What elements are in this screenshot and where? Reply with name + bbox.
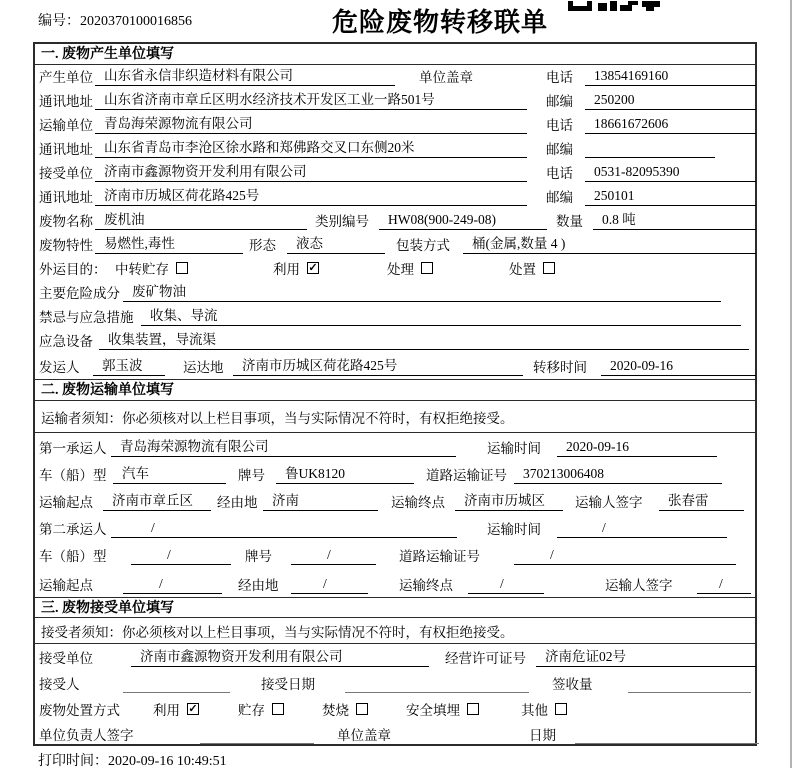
- equipment-value: 收集装置，导流渠: [99, 328, 749, 350]
- phone-label: 电话: [546, 166, 573, 181]
- row-carrier2-route: [35, 568, 755, 597]
- road-permit-label: 道路运输证号: [426, 468, 507, 483]
- postcode-label: 邮编: [546, 94, 573, 109]
- producer-unit-value: 山东省永信非织造材料有限公司: [95, 64, 395, 86]
- disposal-option-incinerate: [322, 699, 368, 719]
- via-label: 经由地: [217, 495, 258, 510]
- carrier1-sign-value: 张春雷: [659, 489, 744, 511]
- page-title: 危险废物转移联单: [331, 8, 548, 37]
- serial-label: 编号：: [38, 14, 80, 29]
- address-label: 通讯地址: [39, 142, 93, 157]
- end-label: 运输终点: [399, 578, 453, 593]
- checkbox-dispose: [543, 262, 555, 274]
- row-equipment: [35, 329, 755, 353]
- option-label: 处置: [509, 262, 536, 277]
- checkbox-disposal-reuse: ✓: [188, 703, 198, 715]
- destination-label: 运达地: [183, 360, 224, 375]
- row-transport-address: [35, 137, 755, 161]
- end-label: 运输终点: [391, 495, 445, 510]
- transport-postcode-value: [585, 141, 715, 158]
- checkbox-reuse: ✓: [308, 262, 318, 274]
- date-label: 日期: [529, 728, 556, 743]
- section2-notice: 运输者须知：你必须核对以上栏目事项，当与实际情况不符时，有权拒绝接受。: [35, 401, 755, 433]
- row-transport-unit: [35, 113, 755, 137]
- disposal-option-storage: [238, 699, 284, 719]
- sign-label: 运输人签字: [605, 578, 673, 593]
- responsible-sign-label: 单位负责人签字: [39, 728, 134, 743]
- shipper-label: 发运人: [39, 360, 80, 375]
- print-time-value: 2020-09-16 10:49:51: [108, 754, 227, 769]
- section3-notice: 接受者须知：你必须核对以上栏目事项，当与实际情况不符时，有权拒绝接受。: [35, 618, 755, 644]
- carrier2-label: 第二承运人: [39, 522, 107, 537]
- option-label: 利用: [273, 262, 300, 277]
- receiver-unit-value: 济南市鑫源物资开发利用有限公司: [131, 645, 429, 667]
- carrier1-plate-value: 鲁UK8120: [276, 462, 414, 484]
- row-receiver-person: [35, 670, 755, 696]
- destination-value: 济南市历城区荷花路425号: [233, 354, 523, 376]
- option-label: 焚烧: [322, 703, 349, 718]
- form-value: 液态: [287, 232, 385, 254]
- receiver-unit-label: 接受单位: [39, 166, 93, 181]
- checkbox-disposal-storage: [272, 703, 284, 715]
- hazard-value: 废矿物油: [123, 280, 721, 302]
- origin-label: 运输起点: [39, 578, 93, 593]
- producer-phone-value: 13854169160: [585, 68, 756, 86]
- carrier2-sign-value: /: [697, 576, 751, 594]
- row-receiver-address: [35, 185, 755, 209]
- option-label: 中转贮存: [115, 262, 169, 277]
- carrier1-permit-value: 370213006408: [514, 466, 722, 484]
- row-carrier1-route: [35, 487, 755, 514]
- postcode-label: 邮编: [546, 142, 573, 157]
- row-carrier1: [35, 433, 755, 460]
- row-receiver-unit: [35, 161, 755, 185]
- receiver-address-value: 济南市历城区荷花路425号: [95, 184, 527, 206]
- transport-unit-label: 运输单位: [39, 118, 93, 133]
- carrier1-origin-value: 济南市章丘区: [103, 489, 211, 511]
- checkbox-transfer-storage: [176, 262, 188, 274]
- plate-label: 牌号: [245, 549, 272, 564]
- taboo-label: 禁忌与应急措施: [39, 310, 134, 325]
- packaging-label: 包装方式: [396, 238, 450, 253]
- carrier2-permit-value: /: [514, 547, 736, 565]
- carrier2-origin-value: /: [123, 576, 222, 594]
- option-label: 利用: [153, 703, 180, 718]
- receipt-qty-value: [628, 676, 751, 693]
- carrier2-end-value: /: [468, 576, 544, 594]
- checkbox-treat: [421, 262, 433, 274]
- section3-heading: 三. 废物接受单位填写: [35, 597, 755, 618]
- row-taboo: [35, 305, 755, 329]
- row-hazard: [35, 281, 755, 305]
- manifest-form: [33, 42, 757, 746]
- disposal-option-reuse: [153, 699, 199, 719]
- checkbox-disposal-incinerate: [356, 703, 368, 715]
- row-receiver-unit-s3: [35, 644, 755, 670]
- waste-name-value: 废机油: [95, 208, 307, 230]
- quantity-label: 数量: [556, 214, 583, 229]
- purpose-option-reuse: [273, 258, 319, 278]
- producer-unit-label: 产生单位: [39, 70, 93, 85]
- hazard-label: 主要危险成分: [39, 286, 120, 301]
- row-shipper: [35, 353, 755, 379]
- sign-label: 运输人签字: [575, 495, 643, 510]
- road-permit-label: 道路运输证号: [399, 549, 480, 564]
- carrier1-vehicle-value: 汽车: [113, 462, 226, 484]
- shipper-value: 郭玉波: [93, 354, 165, 376]
- row-waste-property: [35, 233, 755, 257]
- carrier1-end-value: 济南市历城区: [455, 489, 563, 511]
- checkbox-disposal-landfill: [467, 703, 479, 715]
- transport-time-label: 运输时间: [487, 522, 541, 537]
- license-label: 经营许可证号: [445, 651, 526, 666]
- property-value: 易燃性,毒性: [95, 232, 243, 254]
- carrier1-value: 青岛海荣源物流有限公司: [111, 435, 456, 457]
- row-responsible-sign: [35, 722, 755, 747]
- unit-seal-label: 单位盖章: [419, 70, 473, 85]
- option-label: 其他: [521, 703, 548, 718]
- receive-date-value: [345, 676, 529, 693]
- transport-phone-value: 18661672606: [585, 116, 756, 134]
- print-time-label: 打印时间：: [38, 754, 108, 769]
- category-code-value: HW08(900-249-08): [379, 212, 547, 230]
- via-label: 经由地: [238, 578, 279, 593]
- row-carrier2-vehicle: [35, 541, 755, 568]
- date-value: [575, 727, 759, 744]
- print-time: [38, 750, 227, 770]
- receiver-person-value: [123, 676, 230, 693]
- category-code-label: 类别编号: [315, 214, 369, 229]
- carrier2-plate-value: /: [291, 547, 376, 565]
- row-carrier1-vehicle: [35, 460, 755, 487]
- quantity-value: 0.8 吨: [593, 208, 756, 230]
- transport-unit-value: 青岛海荣源物流有限公司: [95, 112, 527, 134]
- carrier2-time-value: /: [557, 520, 727, 538]
- unit-seal-label: 单位盖章: [337, 728, 391, 743]
- equipment-label: 应急设备: [39, 334, 93, 349]
- receiver-unit-label: 接受单位: [39, 651, 93, 666]
- vehicle-type-label: 车（船）型: [39, 468, 107, 483]
- carrier1-via-value: 济南: [263, 489, 378, 511]
- option-label: 处理: [387, 262, 414, 277]
- address-label: 通讯地址: [39, 190, 93, 205]
- disposal-label: 废物处置方式: [39, 703, 120, 718]
- receiver-person-label: 接受人: [39, 677, 80, 692]
- carrier1-label: 第一承运人: [39, 441, 107, 456]
- purpose-label: 外运目的：: [39, 262, 107, 277]
- row-purpose: [35, 257, 755, 281]
- transfer-time-label: 转移时间: [533, 360, 587, 375]
- vehicle-type-label: 车（船）型: [39, 549, 107, 564]
- producer-postcode-value: 250200: [585, 92, 756, 110]
- producer-address-value: 山东省济南市章丘区明水经济技术开发区工业一路501号: [95, 88, 527, 110]
- row-producer-unit: [35, 65, 755, 89]
- carrier1-time-value: 2020-09-16: [557, 439, 717, 457]
- purpose-option-dispose: [509, 258, 555, 278]
- row-carrier2: [35, 514, 755, 541]
- postcode-label: 邮编: [546, 190, 573, 205]
- property-label: 废物特性: [39, 238, 93, 253]
- serial-value: 2020370100016856: [80, 14, 192, 29]
- receiver-phone-value: 0531-82095390: [585, 164, 756, 182]
- receive-date-label: 接受日期: [261, 677, 315, 692]
- receipt-qty-label: 签收量: [552, 677, 593, 692]
- receiver-postcode-value: 250101: [585, 188, 756, 206]
- section1-heading: 一. 废物产生单位填写: [35, 44, 755, 65]
- receiver-unit-value: 济南市鑫源物资开发利用有限公司: [95, 160, 527, 182]
- row-waste-name: [35, 209, 755, 233]
- option-label: 贮存: [238, 703, 265, 718]
- transport-address-value: 山东省青岛市李沧区徐水路和郑佛路交叉口东侧20米: [95, 136, 527, 158]
- plate-label: 牌号: [238, 468, 265, 483]
- row-producer-address: [35, 89, 755, 113]
- phone-label: 电话: [546, 70, 573, 85]
- packaging-value: 桶(金属,数量 4 ): [463, 232, 756, 254]
- form-label: 形态: [249, 238, 276, 253]
- carrier2-via-value: /: [291, 576, 368, 594]
- license-value: 济南危证02号: [536, 645, 756, 667]
- transfer-time-value: 2020-09-16: [601, 358, 756, 376]
- carrier2-value: /: [111, 520, 457, 538]
- address-label: 通讯地址: [39, 94, 93, 109]
- responsible-sign-value: [200, 727, 314, 744]
- row-disposal: [35, 696, 755, 722]
- phone-label: 电话: [546, 118, 573, 133]
- disposal-option-landfill: [406, 699, 479, 719]
- checkbox-disposal-other: [555, 703, 567, 715]
- carrier2-vehicle-value: /: [131, 547, 231, 565]
- waste-name-label: 废物名称: [39, 214, 93, 229]
- option-label: 安全填埋: [406, 703, 460, 718]
- transport-time-label: 运输时间: [487, 441, 541, 456]
- origin-label: 运输起点: [39, 495, 93, 510]
- section2-heading: 二. 废物运输单位填写: [35, 379, 755, 401]
- page-edge-divider: [790, 0, 792, 768]
- taboo-value: 收集、导流: [141, 304, 741, 326]
- disposal-option-other: [521, 699, 567, 719]
- purpose-option-treat: [387, 258, 433, 278]
- purpose-option-transfer-storage: [115, 258, 188, 278]
